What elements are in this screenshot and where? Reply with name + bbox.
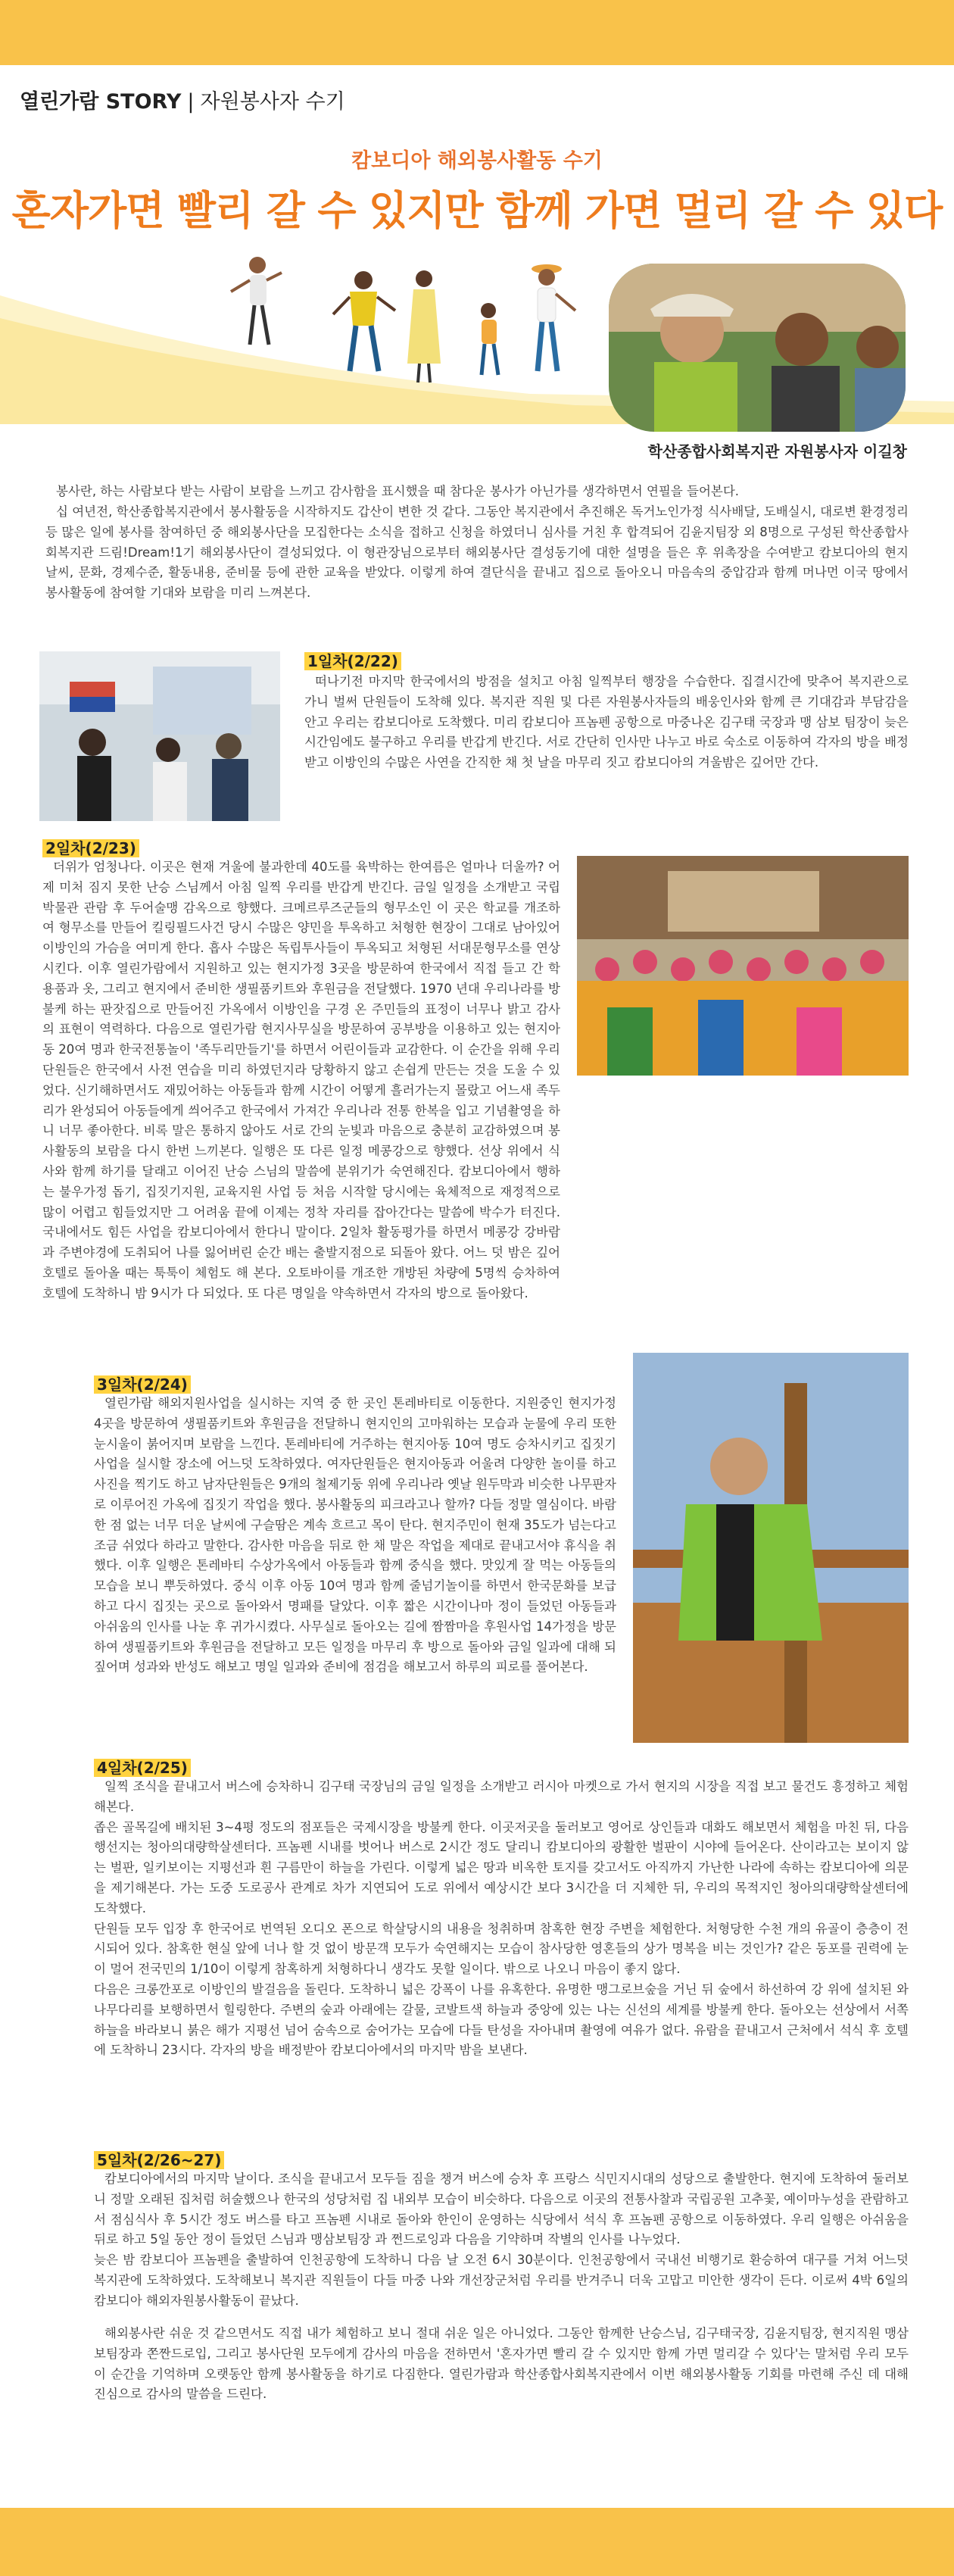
day1-heading: 1일차(2/22) [304, 649, 401, 671]
day5-heading: 5일차(2/26~27) [94, 2148, 224, 2170]
article-subtitle: 캄보디아 해외봉사활동 수기 [351, 149, 603, 173]
volunteer-figure-1 [231, 257, 282, 345]
day3-heading: 3일차(2/24) [94, 1372, 191, 1394]
day4-text: 일찍 조식을 끝내고서 버스에 승차하니 김구태 국장님의 금일 일정을 소개받고 러시아 마켓으로 가서 현지의 시장을 직접 보고 물건도 흥정하고 체험해본다. 좁은 골목길에 배치된 3~4평 정도의 점포들은 국제시장을 방불케 한다. 이곳저곳을 둘러보고 영어로 상인들과 대화도 해보면서 체험을 마친 뒤, 다음 행선지는 청아의대량학살센터다. 프놈펜 시내를 벗어나 버스로 2시간 정도 달리니 캄보디아의 광활한 벌판이 시야에 들어온다. 산이라고는 보이지 않는 벌판, 일키보이는 지평선과 흰 구름만이 하늘을 가린다. 이렇게 넓은 땅과 비옥한 토지를 갖고서도 아직까지 가난한 나라에 속하는 캄보디아에 의문을 제기해본다. 가는 도중 도로공사 관계로 차가 지연되어 도로 위에서 예상시간 보다 3시간을 더 지체한 뒤, 우리의 목적지인 청아의대량학살센터에 도착했다. 단원들 모두 입장 후 한국어로 번역된 오디오 폰으로 학살당시의 내용을 청취하며 참혹한 현장 주변을 체험한다. 처형당한 수천 개의 유골이 층층이 전시되어 있다. 참혹한 현실 앞에 너나 할 것 없이 방문객 모두가 숙연해지는 모습이 참사당한 영혼들의 상가 명복을 비는 것인가? 같은 동포를 권력에 눈이 멀어 전국민의 1/10이 이렇게 참혹하게 처형하다니 생각도 못할 일이다. 밖으로 나오니 마음이 좋지 않다. 다음은 크롱깐포로 이방인의 발걸음을 돌린다. 도착하니 넓은 강폭이 나를 유혹한다. 유명한 맹그로브숲을 거닌 뒤 숲에서 하선하여 강 위에 설치된 와나무다리를 보행하면서 힐링한다. 주변의 숲과 아래에는 갈물, 코발트색 하늘과 중앙에 있는 나는 신선의 세계를 방불케 한다. 돌아오는 선상에서 서쪽하늘을 바라보니 붉은 해가 지평선 넘어 숨속으로 숨어가는 모습에 다들 탄성을 자아내며 촬영에 여유가 없다. 유람을 끝내고서 근처에서 석식 후 호텔에 도착하니 23시다. 각자의 방을 배정받아 캄보디아에서의 마지막 밤을 보낸다. [94, 1779, 909, 2058]
author-credit: 학산종합사회복지관 자원봉사자 이길창 [647, 442, 907, 461]
article-title: 혼자가면 빨리 갈 수 있지만 함께 가면 멀리 갈 수 있다 [11, 188, 943, 234]
day4-heading: 4일차(2/25) [94, 1756, 191, 1778]
volunteer-figure-2 [333, 271, 395, 371]
page-header [20, 85, 345, 114]
intro-paragraph-1: 봉사란, 하는 사람보다 받는 사람이 보람을 느끼고 감사함을 표시했을 때 참다운 봉사가 아닌가를 생각하면서 연필을 들어본다. [56, 484, 740, 498]
volunteer-figure-3 [407, 270, 441, 382]
section-name: 자원봉사자 수기 [200, 90, 345, 114]
bottom-color-band [0, 2508, 954, 2576]
day3-construction-photo [633, 1353, 909, 1743]
day3-text: 열린가람 해외지원사업을 실시하는 지역 중 한 곳인 톤레바티로 이동한다. 지원중인 현지가정 4곳을 방문하여 생필품키트와 후원금을 전달하니 현지인의 고마워하는 모습과 눈물에 우리 또한 눈시울이 붉어지며 보람을 느낀다. 톤레바티에 거주하는 현지아동 10여 명도 승차시키고 집짓기사업을 실시할 장소에 어느덧 도착하였다. 여자단원들은 현지아동과 어울려 다양한 놀이를 하고 사진을 찍기도 하고 남자단원들은 9개의 철제기둥 위에 우리나라 옛날 원두막과 비슷한 나무판자로 이루어진 가옥에 집짓기 작업을 했다. 봉사활동의 피크라고나 할까? 다들 정말 열심이다. 바람 한 점 없는 너무 더운 날씨에 구슬땀은 계속 흐르고 목이 탄다. 현지주민이 현재 35도가 넘는다고 조금 쉬었다 하라고 말한다. 감사한 마음을 뒤로 한 채 말은 작업을 제대로 끝내고서야 휴식을 취했다. 이후 일행은 톤레바티 수상가옥에서 아동들과 함께 중식을 했다. 맛있게 잘 먹는 아동들의 모습을 보니 뿌듯하였다. 중식 이후 아동 10여 명과 함께 줄넘기놀이를 하면서 한국문화를 보급하고 다시 집짓는 곳으로 돌아와서 명패를 달았다. 이후 짧은 시간이나마 정이 들었던 아동들과 아쉬움의 인사를 나눈 후 귀가시켰다. 사무실로 돌아오는 길에 짬짬마을 후원사업 14가정을 방문하여 생필품키트와 후원금을 전달하고 모든 일정을 마무리 후 방으로 돌아와 금일 일과에 대해 되짚어며 성과와 반성도 해보고 명일 일과와 준비에 점검을 해보고서 하루의 피로를 풀어본다. [94, 1396, 616, 1675]
header-separator: | [187, 90, 195, 114]
intro-paragraph-2: 십 여년전, 학산종합복지관에서 봉사활동을 시작하지도 갑산이 변한 것 같다. 그동안 복지관에서 추진해온 독거노인가정 식사배달, 도배실시, 대로변 환경정리 등 많은 일에 봉사를 참여하던 중 해외봉사단을 모집한다는 소식을 접하고 신청을 하였더니 심사를 거친 후 합격되어 김윤지팀장 외 8명으로 구성된 학산종합사회복지관 드림!Dream!1기 해외봉사단이 결성되었다. 이 형관장님으로부터 해외봉사단 결성동기에 대한 설명을 들은 후 위촉장을 수여받고 캄보디아의 현지 날씨, 문화, 경제수준, 활동내용, 준비물 등에 관한 교육을 받았다. 이렇게 하여 결단식을 끝내고 집으로 돌아오니 마음속의 중압감과 함께 머나먼 이국 땅에서 봉사활동에 참여할 기대와 보람을 미리 느껴본다. [45, 504, 909, 601]
day2-group-photo [577, 856, 909, 1076]
hero-photo [609, 264, 906, 432]
volunteer-figure-5 [532, 264, 575, 371]
day2-text: 더위가 엄청나다. 이곳은 현재 겨울에 불과한데 40도를 육박하는 한여름은 얼마나 더울까? 어제 미처 짐지 못한 난승 스님께서 아침 일찍 우리를 반갑게 반긴다. 금일 일정을 소개받고 국립박물관 관람 후 두어술맹 감옥으로 향했다. 크메르루즈군들의 형무소인 이 곳은 학교를 개조하여 형무소를 만들어 킬링필드사건 당시 수많은 양민을 투옥하고 처형한 현장이 그대로 남아있어 이방인의 가슴을 여미게 한다. 흡사 수많은 독립투사들이 투옥되고 처형된 서대문형무소를 연상시킨다. 이후 열린가람에서 지원하고 있는 현지가정 3곳을 방문하여 한국에서 직접 들고 간 학용품과 옷, 그리고 현지에서 준비한 생필품키트와 후원금을 전달했다. 1970 년대 우리나라를 방불케 하는 판잣집으로 만들어진 가옥에서 이방인을 구경 온 주민들의 표정이 너무나 밝고 감사의 표현이 역력하다. 다음으로 열린가람 현지사무실을 방문하여 공부방을 이용하고 있는 현지아동 20여 명과 한국전통놀이 '족두리만들기'를 하면서 어린이들과 교감한다. 이 순간을 위해 우리 단원들은 한국에서 사전 연습을 미리 하였던지라 당황하지 않고 손쉽게 만든는 것을 도울 수 있었다. 신기해하면서도 재밌어하는 아동들과 함께 시간이 어떻게 흘러가는지 몰랐고 어느새 족두리가 완성되어 아동들에게 씌어주고 한국에서 가져간 우리나라 전통 한복을 입고 기념촬영을 하니 너무 좋아한다. 비록 말은 통하지 않아도 서로 간의 눈빛과 마음으로 충분히 교감하였으며 봉사활동의 보람을 다시 한번 느끼본다. 일행은 또 다른 일정 메콩강으로 향했다. 선상 위에서 식사와 함께 하기를 달래고 이어진 난승 스님의 말씀에 분위기가 숙연해진다. 캄보디아에서 행하는 불우가정 돕기, 집짓기지원, 교육지원 사업 등 처음 시작할 당시에는 육체적으로 재정적으로 많이 어렵고 힘들었지만 그 어려움 끝에 이제는 정착 자리를 잡아간다는 말씀에 박수가 터진다. 국내에서도 힘든 사업을 캄보디아에서 한다니 말이다. 2일차 활동평가를 하면서 메콩강 강바람과 주변야경에 도취되어 나를 잃어버린 순간 배는 출발지점으로 되돌아 왔다. 어느 덧 밤은 깊어 호텔로 돌아올 때는 툭툭이 체험도 해 본다. 오토바이를 개조한 개방된 차량에 5명씩 승차하여 호텔에 도착하니 밤 9시가 다 되었다. 또 다른 명일을 약속하면서 각자의 방으로 돌아왔다. [42, 860, 560, 1300]
top-color-band [0, 0, 954, 65]
day1-photo [39, 651, 280, 821]
volunteer-figure-4 [481, 303, 498, 375]
day5-text: 캄보디아에서의 마지막 날이다. 조식을 끝내고서 모두들 짐을 챙겨 버스에 승차 후 프랑스 식민지시대의 성당으로 출발한다. 현지에 도착하여 둘러보니 정말 오래된 집처럼 허술했으나 한국의 성당처럼 집 내외부 모습이 비슷하다. 다음으로 이곳의 전통사찰과 국립공원 고추꽃, 예이마누성을 관람하고서 점심식사 후 5시간 정도 버스를 타고 프놈펜 시내로 돌아와 한인이 운영하는 식당에서 석식 후 프놈펜 공항으로 이동하였다. 우리 일행은 아쉬움을 뒤로 하고 5일 동안 정이 들었던 스님과 맹삼보팀장 과 쩐드로잉과 다음을 기약하며 작별의 인사를 나누었다. 늦은 밤 캄보디아 프놈펜을 출발하여 인천공항에 도착하니 다음 날 오전 6시 30분이다. 인천공항에서 국내선 비행기로 환승하여 대구를 거쳐 어느덧 복지관에 도착하였다. 도착해보니 복지관 직원들이 다들 마중 나와 개선장군처럼 우리를 반겨주니 더욱 고맙고 미안한 생각이 든다. 이로써 4박 6일의 캄보디아 해외자원봉사활동이 끝났다. [94, 2172, 909, 2308]
day2-heading: 2일차(2/23) [42, 836, 139, 858]
brand-name: 열린가람 STORY [20, 90, 182, 114]
closing-paragraph: 해외봉사란 쉬운 것 같으면서도 직접 내가 체험하고 보니 절대 쉬운 일은 아니었다. 그동안 함께한 난승스님, 김구태국장, 김윤지팀장, 현지직원 맹삼보팀장과 쫀짠드로입, 그리고 봉사단원 모두에게 감사의 마음을 전하면서 '혼자가면 빨리 갈 수 있지만 함께 가면 멀리갈 수 있다'는 말처럼 우리 모두 이 순간을 기억하며 오랫동안 함께 봉사활동을 하기로 다짐한다. 열린가람과 학산종합사회복지관에서 이번 해외봉사활동 기회를 마련해 주신 데 대해 진심으로 감사의 말씀을 드린다. [94, 2326, 909, 2402]
day1-text: 떠나기전 마지막 한국에서의 방점을 설치고 아침 일찍부터 행장을 수습한다. 집결시간에 맞추어 복지관으로 가니 벌써 단원들이 도착해 있다. 복지관 직원 및 다른 자원봉사자들의 배웅인사와 함께 큰 기대감과 부담감을 안고 우리는 캄보디아로 도착했다. 미리 캄보디아 프놈펜 공항으로 마중나온 김구태 국장과 맹 삼보 팀장이 늦은 시간임에도 불구하고 우리를 반갑게 반긴다. 서로 간단히 인사만 나누고 바로 숙소로 이동하여 각자의 방을 배정받고 이방인의 수많은 사연을 간직한 채 첫 날을 마무리 짓고 캄보디아의 겨울밤은 깊어만 간다. [304, 674, 909, 770]
